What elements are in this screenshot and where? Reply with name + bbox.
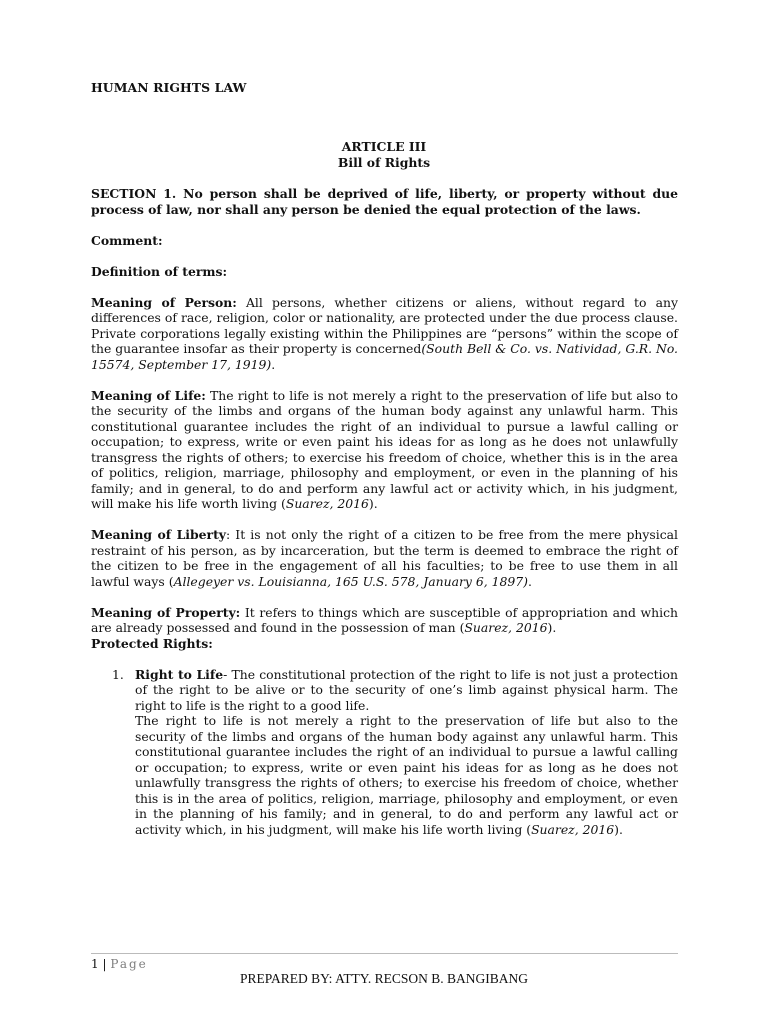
- property-body: It refers to things which are susceptible of appropriation and which are already possessed and found in the possession of man (: [91, 604, 678, 635]
- property-citation: Suarez, 2016: [464, 620, 548, 635]
- page-number-value: 1: [91, 957, 99, 971]
- property-end: ).: [547, 620, 557, 635]
- person-body: All persons, whether citizens or aliens, without regard to any differences of race, religion, color or nationality, are protected under the due process clause. Private corporations legally existing within the Philippines are “persons” within the scope of the guarantee insofar as their property is concerned: [91, 294, 678, 356]
- liberty-definition: [91, 527, 678, 589]
- property-term: Meaning of Property:: [91, 604, 241, 620]
- person-citation: (South Bell & Co. vs. Natividad, G.R. No. 15574, September 17, 1919): [91, 341, 678, 372]
- right-to-life-citation: Suarez, 2016: [531, 821, 615, 837]
- right-to-life-intro: [135, 667, 678, 714]
- protected-rights-list: [91, 667, 678, 838]
- liberty-end: .: [528, 573, 532, 589]
- prepared-by-footer: PREPARED BY: ATTY. RECSON B. BANGIBANG: [240, 971, 528, 986]
- life-body: The right to life is not merely a right to the preservation of life but also to the security of the limbs and organs of the human body against any unlawful harm. This constitutional guarantee includes the right of an individual to pursue a lawful calling or occupation; to express, write or even paint his ideas for as long as he does not unlawfully transgress the rights of others; to exercise his freedom of choice, whether this is in the area of politics, religion, marriage, philosophy and employment, or even in the planning of his family; and in general, to do and perform any lawful act or activity which, in his judgment, will make his life worth living (: [91, 387, 678, 511]
- life-definition: [91, 388, 678, 512]
- right-to-life-term: Right to Life: [135, 666, 224, 682]
- article-number: ARTICLE III: [341, 139, 427, 154]
- liberty-citation: Allegeyer vs. Louisianna, 165 U.S. 578, January 6, 1897): [173, 573, 529, 589]
- list-item-number: 1.: [112, 666, 124, 682]
- footer-divider: [91, 953, 678, 954]
- document-body: [91, 186, 678, 837]
- right-to-life-body-text: The right to life is not merely a right to the preservation of life but also to the security of the limbs and organs of the human body against any unlawful harm. This constitutional guarantee includes the right of an individual to pursue a lawful calling or occupation; to express, write or even paint his ideas for as long as he does not unlawfully transgress the rights of others; to exercise his freedom of choice, whether this is in the area of politics, religion, marriage, philosophy and employment, or even in the planning of his family; and in general, to do and perform any lawful act or activity which, in his judgment, will make his life worth living (: [135, 713, 678, 837]
- page-number-separator: |: [98, 957, 111, 971]
- protected-rights-heading: Protected Rights:: [91, 635, 213, 651]
- liberty-term: Meaning of Liberty: [91, 527, 227, 542]
- right-to-life-end: ).: [614, 821, 623, 837]
- person-definition: [91, 295, 678, 373]
- comment-heading: Comment:: [91, 232, 163, 248]
- life-end: ).: [368, 496, 378, 511]
- article-heading: [0, 139, 768, 170]
- person-end: .: [271, 356, 276, 372]
- liberty-body: : It is not only the right of a citizen to be free from the mere physical restraint of his person, as by incarceration, but the term is deemed to embrace the right of the citizen to be free in the engagement of all his faculties; to be free to use them in all lawful ways (: [91, 527, 678, 589]
- right-to-life-body: [135, 713, 678, 837]
- life-citation: Suarez, 2016: [285, 496, 369, 511]
- person-term: Meaning of Person:: [91, 294, 237, 310]
- life-term: Meaning of Life:: [91, 387, 206, 403]
- property-definition: [91, 605, 678, 636]
- section-1-paragraph: [91, 186, 678, 217]
- definitions-heading: Definition of terms:: [91, 263, 228, 279]
- list-item: [91, 667, 678, 838]
- page-word: Page: [110, 957, 148, 971]
- section-1-text: . No person shall be deprived of life, liberty, or property without due process of law, nor shall any person be denied the equal protection of the laws.: [91, 186, 678, 217]
- section-1-label: SECTION 1: [91, 186, 172, 201]
- right-to-life-intro-text: - The constitutional protection of the right to life is not just a protection of the right to be alive or to the security of one’s limb against physical harm. The right to life is the right to a good life.: [135, 666, 678, 713]
- article-name: Bill of Rights: [337, 154, 431, 170]
- document-title: HUMAN RIGHTS LAW: [91, 80, 247, 95]
